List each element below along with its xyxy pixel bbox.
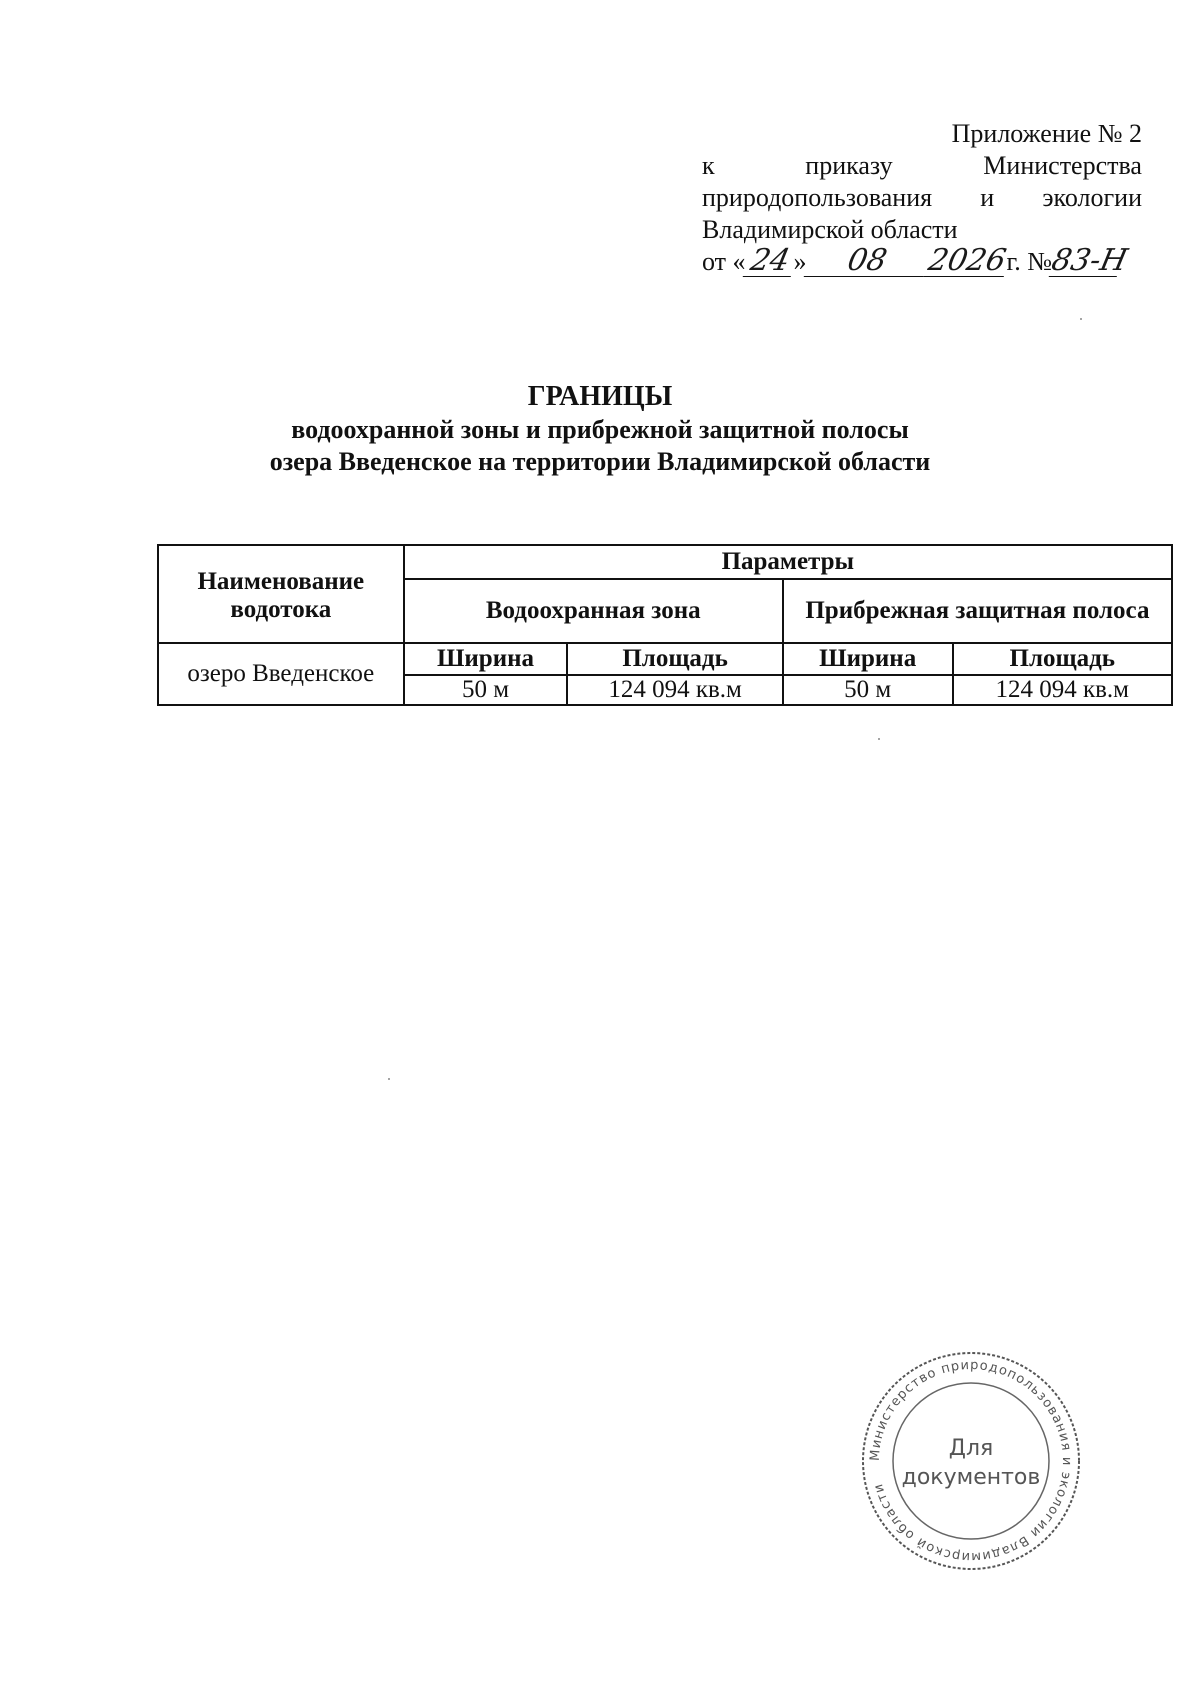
appendix-word: экологии	[1042, 183, 1142, 212]
stamp-outer-ring	[863, 1353, 1079, 1569]
appendix-word: и	[980, 183, 995, 212]
appendix-word: к	[702, 151, 715, 180]
appendix-header	[702, 118, 1142, 278]
header-strip-width: Ширина	[783, 643, 953, 675]
scan-speck	[878, 738, 880, 740]
table-header-row	[158, 545, 1172, 579]
header-parameters: Параметры	[404, 545, 1172, 579]
date-day-handwritten: 24	[742, 246, 797, 277]
stamp-graphic	[858, 1348, 1084, 1574]
official-stamp	[858, 1348, 1084, 1574]
appendix-word: Министерства	[983, 151, 1142, 180]
cell-zone-area: 124 094 кв.м	[567, 675, 782, 705]
order-number-handwritten: 83-Н	[1048, 243, 1131, 278]
cell-zone-width: 50 м	[404, 675, 568, 705]
document-title	[0, 380, 1200, 478]
header-zone-area: Площадь	[567, 643, 782, 675]
header-watercourse-name: Наименование водотока	[158, 545, 404, 643]
cell-strip-width: 50 м	[783, 675, 953, 705]
scan-speck	[1080, 318, 1082, 320]
boundaries-table	[157, 544, 1173, 706]
appendix-number: Приложение № 2	[951, 119, 1142, 148]
appendix-word: приказу	[805, 151, 893, 180]
title-line2: водоохранной зоны и прибрежной защитной полосы	[291, 415, 909, 444]
header-strip-area: Площадь	[953, 643, 1173, 675]
header-coastal-protective-strip: Прибрежная защитная полоса	[783, 579, 1172, 643]
appendix-line-order	[702, 150, 1142, 182]
appendix-line-ministry	[702, 182, 1142, 214]
scan-speck	[388, 1078, 390, 1080]
date-suffix: г. №	[1006, 247, 1053, 276]
title-line3: озера Введенское на территории Владимирской области	[269, 447, 931, 476]
appendix-date-line	[702, 243, 1142, 278]
title-main: ГРАНИЦЫ	[527, 381, 673, 412]
cell-watercourse-name: озеро Введенское	[158, 643, 404, 705]
cell-strip-area: 124 094 кв.м	[953, 675, 1173, 705]
date-year-handwritten: 2026	[924, 243, 1009, 278]
date-mid: »	[793, 247, 807, 276]
header-zone-width: Ширина	[404, 643, 568, 675]
stamp-ring-text: Министерство природопользования и экологии Владимирской области	[867, 1357, 1075, 1565]
date-prefix: от «	[702, 247, 746, 276]
stamp-center-line1: Для	[948, 1436, 994, 1461]
appendix-word: природопользования	[702, 183, 933, 212]
stamp-center-line2: документов	[901, 1465, 1041, 1490]
header-water-protection-zone: Водоохранная зона	[404, 579, 783, 643]
table-row	[158, 643, 1172, 675]
date-month-handwritten: 08	[803, 246, 930, 277]
appendix-region: Владимирской области	[702, 215, 958, 244]
stamp-inner-ring	[893, 1383, 1049, 1539]
